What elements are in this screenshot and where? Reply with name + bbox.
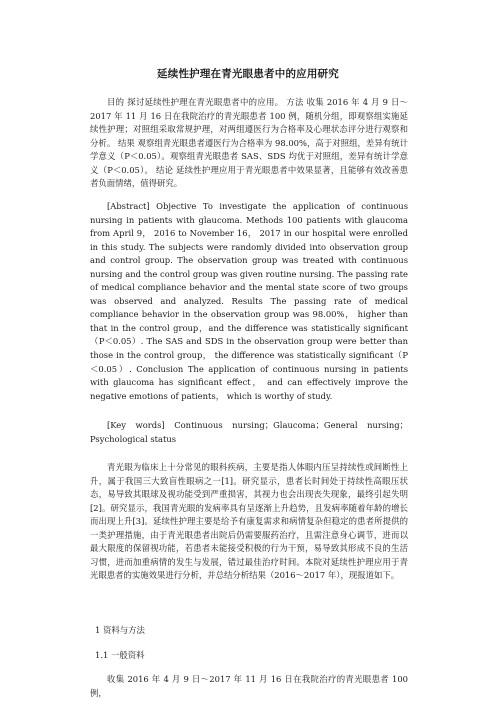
introduction-paragraph: 青光眼为临床上十分常见的眼科疾病，主要是指人体眼内压呈持续性或间断性上升，属于我国三大致盲性眼病之一[1]。研究显示，患者长时间处于持续性高眼压状态，易导致其眼球及视功能受到严重损害，其视力也会出现丧失现象，最终引起失明[2]。研究显示，我国青光眼的发病率具有呈逐渐上升趋势，且发病率随着年龄的增长而出现上升[3]。延续性护理主要是给予有康复需求和病情复杂但稳定的患者所提供的一类护理措施，由于青光眼患者出院后仍需要服药治疗，且需注意身心调节，进而以最大限度的保留视功能，若患者未能接受积极的行为干预，易导致其形成不良的生活习惯，进而加重病情的发生与发展，错过最佳治疗时间。本院对延续性护理应用于青光眼患者的实施效果进行分析，并总结分析结果（2016～2017 年），现报道如下。	[90, 462, 408, 581]
paper-title: 延续性护理在青光眼患者中的应用研究	[157, 68, 339, 80]
chinese-abstract: 目的 探讨延续性护理在青光眼患者中的应用。 方法 收集 2016 年 4 月 9 日～2017 年 11 月 16 日在我院治疗的青光眼患者 100 例，随机分组，即观察组实施延续性护理；对照组采取常规护理，对两组遵医行为合格率及心理状态评分进行观察和分析。 结果 观察组青光眼患者遵医行为合格率为 98.00%，高于对照组，差异有统计学意义（P＜0.05）。观察组青光眼患者 SAS、SDS 均优于对照组，差异有统计学意义（P＜0.05）。 结论 延续性护理应用于青光眼患者中效果显著，且能够有效改善患者负面情绪，值得研究。	[90, 97, 408, 189]
body-paragraph: 收集 2016 年 4 月 9 日～2017 年 11 月 16 日在我院治疗的青光眼患者 100 例，	[90, 674, 408, 698]
english-abstract: [Abstract] Objective To investigate the application of continuous nursing in patients with glaucoma. Methods 100 patients with glaucoma from April 9， 2016 to November 16， 2017 in our hospital were enrolled in this study. The subjects were randomly divided into observation group and control group. The observation group was treated with continuous nursing and the control group was given routine nursing. The passing rate of medical compliance behavior and the mental state score of two groups was observed and analyzed. Results The passing rate of medical compliance behavior in the observation group was 98.00%， higher than that in the control group，and the difference was statistically significant（P＜0.05）. The SAS and SDS in the observation group were better than those in the control group， the difference was statistically significant（P＜0.05）. Conclusion The application of continuous nursing in patients with glaucoma has significant effect， and can effectively improve the negative emotions of patients， which is worthy of study.	[90, 201, 408, 401]
section-heading-1-1: 1.1 一般资料	[95, 650, 145, 660]
keywords: [Key words] Continuous nursing；Glaucoma；General nursing；Psychological status	[90, 420, 408, 444]
section-heading-1: 1 资料与方法	[95, 625, 145, 635]
